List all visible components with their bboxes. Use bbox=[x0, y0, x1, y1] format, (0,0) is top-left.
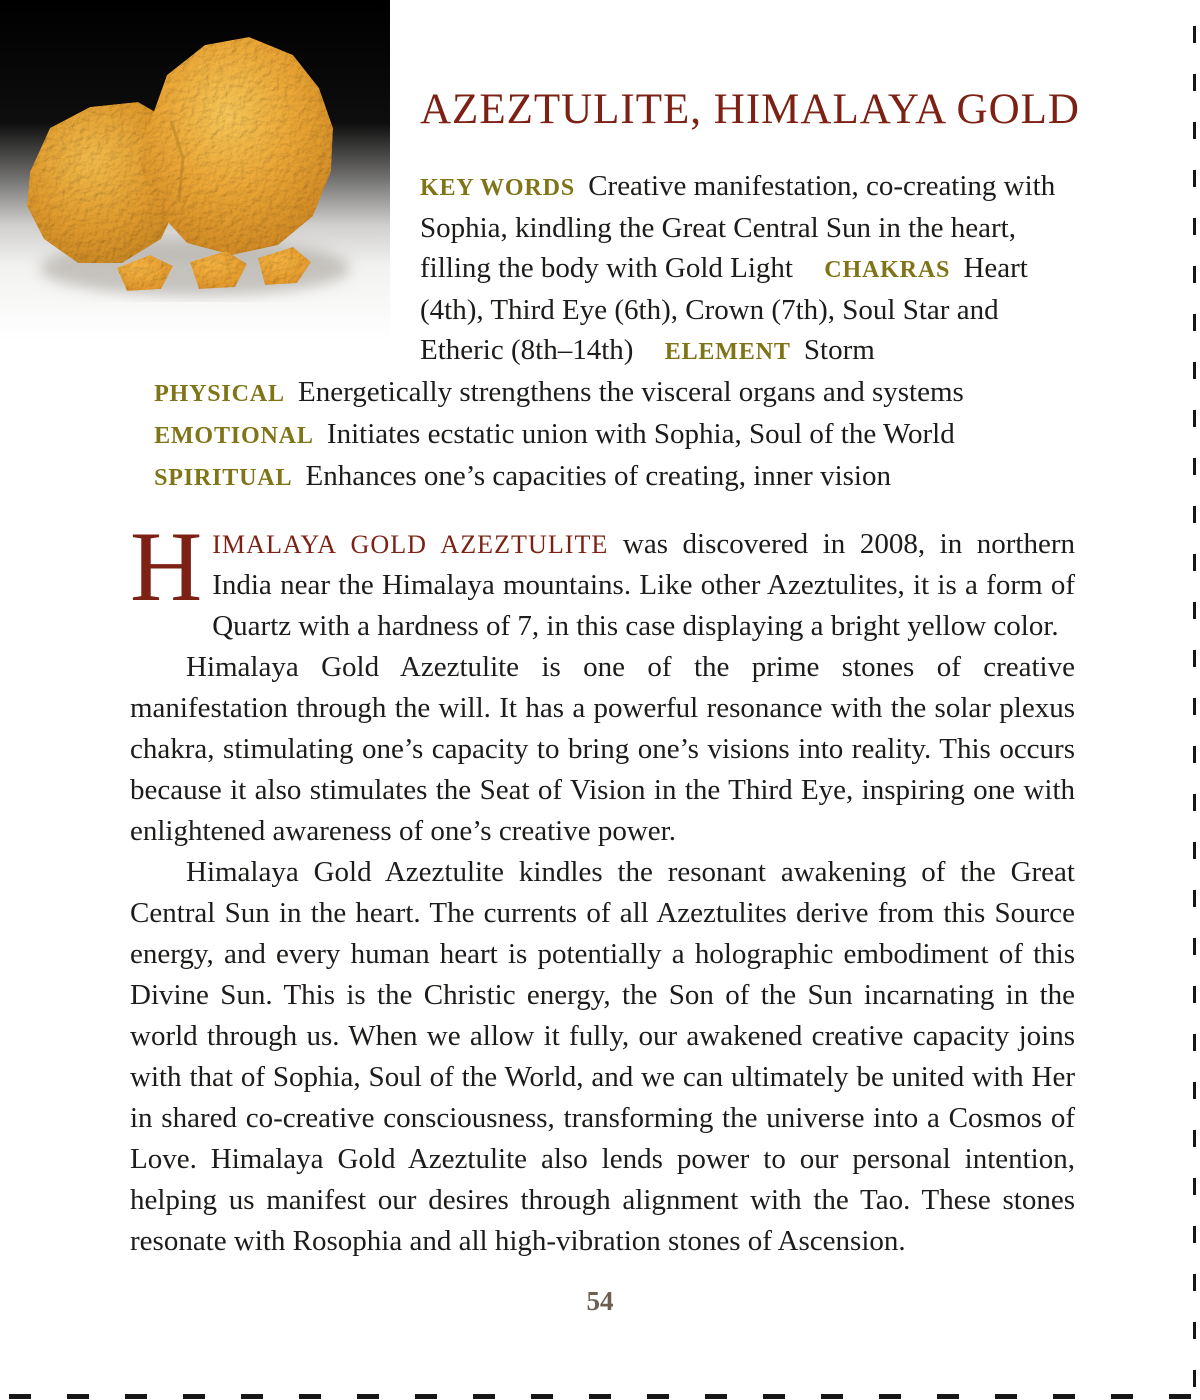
property-label-emotional: EMOTIONAL bbox=[154, 423, 314, 449]
property-label-physical: PHYSICAL bbox=[154, 381, 285, 407]
property-label-spiritual: SPIRITUAL bbox=[154, 465, 293, 491]
property-spiritual bbox=[130, 460, 891, 492]
lead-small-caps: IMALAYA GOLD AZEZTULITE bbox=[212, 530, 609, 559]
page-edge-tabs-right bbox=[1193, 26, 1196, 1400]
paragraph-1 bbox=[130, 511, 1075, 647]
paragraph-1-text: was discovered in 2008, in northern India near the Himalaya mountains. Like other Azeztulites, it is a form of Quartz with a hardness of 7, in this case displaying a bright yellow color. bbox=[212, 528, 1075, 642]
stone-photo bbox=[0, 0, 390, 340]
property-physical bbox=[130, 376, 964, 408]
property-emotional bbox=[130, 418, 955, 450]
page-number: 54 bbox=[586, 1286, 614, 1316]
property-label-element: ELEMENT bbox=[664, 339, 791, 365]
property-label-key-words: KEY WORDS bbox=[420, 175, 575, 201]
stone-photo-graphic bbox=[0, 0, 390, 340]
article-body bbox=[130, 511, 1075, 1262]
property-element bbox=[641, 334, 875, 366]
property-text-element: Storm bbox=[803, 334, 875, 366]
property-text-chakras: Heart (4th), Third Eye (6th), Crown (7th), Soul Star and Etheric (8th–14th) bbox=[420, 252, 1028, 366]
property-text-key-words: Creative manifestation, co-creating with Sophia, kindling the Great Central Sun in the heart, filling the body with Gold Light bbox=[420, 170, 1056, 284]
paragraph-2: Himalaya Gold Azeztulite is one of the prime stones of creative manifestation through the will. It has a powerful resonance with the solar plexus chakra, stimulating one’s capacity to bring one’s visions into reality. This occurs because it also stimulates the Seat of Vision in the Third Eye, inspiring one with enlightened awareness of one’s creative power. bbox=[130, 651, 1075, 847]
page-edge-tabs-bottom bbox=[9, 1394, 1200, 1399]
property-text-spiritual: Enhances one’s capacities of creating, inner vision bbox=[305, 460, 891, 492]
property-text-emotional: Initiates ecstatic union with Sophia, Soul of the World bbox=[326, 418, 955, 450]
property-label-chakras: CHAKRAS bbox=[824, 257, 951, 283]
paragraph-3: Himalaya Gold Azeztulite kindles the resonant awakening of the Great Central Sun in the heart. The currents of all Azeztulites derive from this Source energy, and every human heart is potentially a holographic embodiment of this Divine Sun. This is the Christic energy, the Son of the Sun incarnating in the world through us. When we allow it fully, our awakened creative capacity joins with that of Sophia, Soul of the World, and we can ultimately be united with Her in shared co-creative consciousness, transforming the universe into a Cosmos of Love. Himalaya Gold Azeztulite also lends power to our personal intention, helping us manifest our desires through alignment with the Tao. These stones resonate with Rosophia and all high-vibration stones of Ascension. bbox=[130, 856, 1075, 1257]
page-title: AZEZTULITE, HIMALAYA GOLD bbox=[420, 86, 1080, 133]
drop-cap: H bbox=[130, 511, 203, 622]
property-text-physical: Energetically strengthens the visceral organs and systems bbox=[298, 376, 964, 408]
